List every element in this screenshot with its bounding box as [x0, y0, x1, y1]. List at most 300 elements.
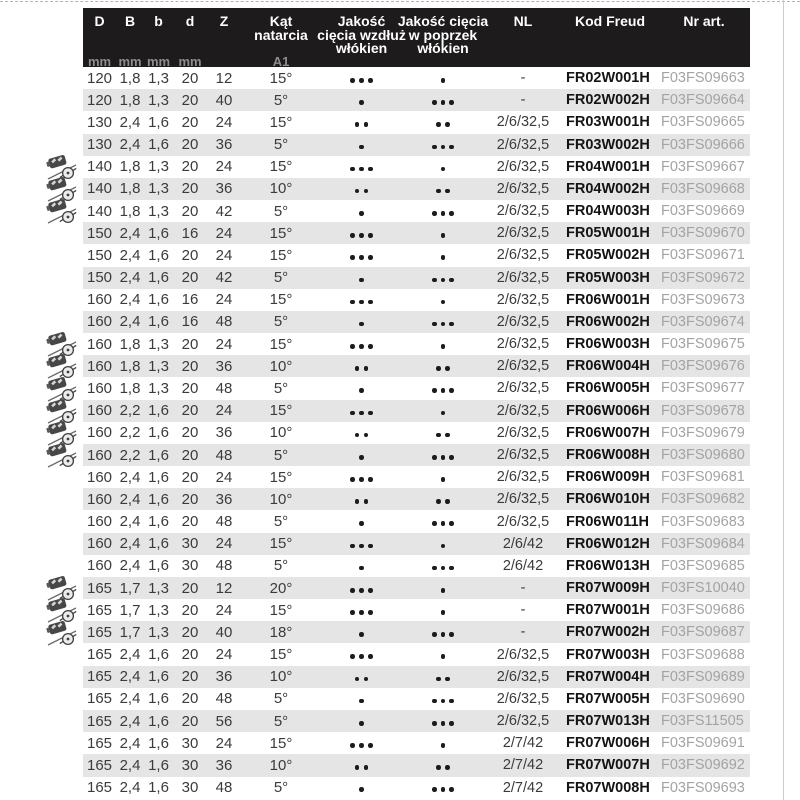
- table-row: [83, 422, 750, 444]
- quality-dot: [355, 433, 360, 438]
- cell-b: 1,3: [148, 335, 169, 353]
- cell-Z: 36: [207, 488, 241, 510]
- cell-along: [321, 510, 402, 532]
- quality-dot: [368, 588, 373, 593]
- quality-dot: [359, 100, 364, 105]
- cell-along: [321, 67, 402, 89]
- cell-angle: 18°: [241, 621, 321, 643]
- quality-dot: [355, 189, 360, 194]
- cell-b: 1,6: [144, 754, 173, 776]
- cell-angle: 15°: [241, 400, 321, 422]
- column-header-along: [317, 8, 406, 74]
- cell-D: 160: [86, 468, 113, 486]
- quality-dot: [350, 300, 355, 305]
- cell-angle: 15°: [269, 646, 293, 664]
- quality-dot: [350, 255, 355, 260]
- cell-along: [321, 89, 402, 111]
- cell-B: 2,4: [119, 734, 141, 752]
- column-header-unit: mm: [118, 54, 142, 69]
- quality-dot: [350, 654, 355, 659]
- cell-code: FR07W007H: [562, 754, 658, 776]
- cell-d: 16: [181, 291, 199, 309]
- cell-D: 130: [86, 113, 113, 131]
- cell-B: 2,4: [119, 513, 141, 531]
- quality-dot: [441, 300, 446, 305]
- column-header-code: [562, 8, 658, 74]
- quality-dot: [368, 344, 373, 349]
- cell-code: FR07W005H: [566, 690, 650, 707]
- cell-across: [402, 577, 484, 599]
- cell-code: FR07W003H: [566, 646, 650, 663]
- cell-code: FR04W002H: [562, 178, 658, 200]
- cell-along: [321, 444, 402, 466]
- table-row: [83, 178, 750, 200]
- cell-code: FR03W001H: [566, 114, 650, 131]
- cell-b: 1,6: [144, 666, 173, 688]
- cell-B: 1,8: [116, 89, 144, 111]
- cell-along: [321, 244, 402, 266]
- quality-dot: [359, 388, 364, 393]
- cell-b: 1,6: [144, 400, 173, 422]
- cell-b: 1,6: [144, 488, 173, 510]
- cell-art: F03FS09674: [658, 311, 750, 333]
- cell-B: 2,4: [119, 291, 141, 309]
- cell-d: 30: [181, 734, 199, 752]
- cell-NL: 2/6/32,5: [496, 513, 550, 530]
- column-header-label: d: [185, 13, 195, 29]
- quality-dot: [449, 699, 454, 704]
- cell-Z: 40: [207, 621, 241, 643]
- cell-code: FR04W003H: [566, 203, 650, 220]
- column-header-D: [83, 8, 116, 74]
- cell-Z: 48: [215, 513, 233, 531]
- page-top-divider: [0, 1, 800, 2]
- cordless-saw-icon: [45, 198, 79, 224]
- column-header-label: Jakość cięcia wzdłuż włókien: [317, 13, 406, 56]
- cell-angle: 15°: [269, 468, 293, 486]
- cell-code: FR06W005H: [566, 380, 650, 397]
- cell-Z: 24: [215, 246, 233, 264]
- quality-dot: [441, 699, 446, 704]
- cell-along: [321, 466, 402, 488]
- cell-code: FR02W002H: [562, 89, 658, 111]
- cell-angle: 10°: [241, 754, 321, 776]
- quality-dot: [359, 521, 364, 526]
- cell-D: 160: [83, 533, 116, 555]
- cell-Z: 36: [207, 754, 241, 776]
- cell-D: 140: [83, 178, 116, 200]
- cell-NL: 2/6/32,5: [484, 355, 562, 377]
- column-header-label: B: [124, 13, 136, 29]
- cell-b: 1,6: [148, 246, 169, 264]
- table-row: [83, 599, 750, 621]
- quality-dot: [432, 211, 437, 216]
- table-row: [83, 732, 750, 754]
- table-row: [83, 444, 750, 466]
- cell-D: 165: [86, 690, 113, 708]
- cell-NL: 2/6/32,5: [484, 178, 562, 200]
- cell-along: [321, 688, 402, 710]
- table-row: [83, 688, 750, 710]
- cell-D: 165: [83, 710, 116, 732]
- cell-across: [402, 710, 484, 732]
- cell-art: F03FS09671: [661, 247, 745, 264]
- cell-angle: 5°: [241, 267, 321, 289]
- cell-d: 20: [173, 89, 207, 111]
- quality-dot: [441, 721, 446, 726]
- cell-across: [402, 777, 484, 799]
- cell-B: 2,4: [116, 311, 144, 333]
- table-row: [83, 710, 750, 732]
- cell-NL: 2/6/32,5: [484, 666, 562, 688]
- cell-across: [402, 488, 484, 510]
- cell-code: FR06W013H: [566, 557, 650, 574]
- column-header-d: [173, 8, 207, 74]
- quality-dot: [436, 677, 441, 682]
- column-header-label: Jakość cięcia w poprzek włókien: [397, 13, 489, 56]
- cell-b: 1,3: [148, 379, 169, 397]
- cell-across: [402, 267, 484, 289]
- cell-angle: 10°: [241, 488, 321, 510]
- cell-NL: -: [520, 602, 526, 619]
- quality-dot: [432, 145, 437, 150]
- cell-across: [402, 244, 484, 266]
- cell-along: [321, 533, 402, 555]
- cell-d: 20: [181, 379, 199, 397]
- cell-b: 1,6: [148, 113, 169, 131]
- cell-art: F03FS09684: [658, 533, 750, 555]
- table-row: [83, 134, 750, 156]
- quality-dot: [368, 477, 373, 482]
- cell-art: F03FS09693: [661, 779, 745, 796]
- quality-dot: [441, 411, 446, 416]
- cell-NL: 2/6/32,5: [496, 114, 550, 131]
- cell-across: [402, 333, 484, 355]
- cell-D: 160: [83, 488, 116, 510]
- quality-dot: [449, 211, 454, 216]
- cell-b: 1,3: [148, 601, 169, 619]
- cell-across: [402, 311, 484, 333]
- quality-dot: [441, 322, 446, 327]
- cell-across: [402, 466, 484, 488]
- cell-D: 120: [86, 69, 113, 87]
- cell-NL: 2/6/32,5: [484, 488, 562, 510]
- cell-B: 1,7: [116, 621, 144, 643]
- cell-art: F03FS09689: [658, 666, 750, 688]
- quality-dot: [364, 366, 369, 371]
- cell-Z: 24: [215, 113, 233, 131]
- cell-angle: 15°: [269, 734, 293, 752]
- cell-D: 160: [83, 400, 116, 422]
- cell-d: 20: [181, 424, 199, 442]
- quality-dot: [359, 145, 364, 150]
- quality-dot: [441, 211, 446, 216]
- cell-d: 20: [181, 69, 199, 87]
- quality-dot: [350, 743, 355, 748]
- cell-angle: 10°: [241, 178, 321, 200]
- cell-d: 20: [173, 577, 207, 599]
- cell-D: 140: [86, 202, 113, 220]
- cell-B: 2,4: [116, 488, 144, 510]
- cell-along: [321, 754, 402, 776]
- cell-across: [402, 289, 484, 311]
- cell-B: 2,4: [119, 557, 141, 575]
- cell-B: 2,4: [116, 754, 144, 776]
- quality-dot: [359, 78, 364, 83]
- cell-b: 1,6: [144, 444, 173, 466]
- cell-code: FR06W002H: [562, 311, 658, 333]
- cell-across: [402, 222, 484, 244]
- quality-dot: [364, 677, 369, 682]
- cell-b: 1,3: [148, 69, 169, 87]
- quality-dot: [359, 654, 364, 659]
- column-header-label: Kąt natarcia: [254, 13, 308, 43]
- quality-dot: [436, 189, 441, 194]
- quality-dot: [359, 211, 364, 216]
- cell-angle: 15°: [269, 69, 293, 87]
- quality-dot: [436, 366, 441, 371]
- cell-code: FR02W001H: [566, 70, 650, 87]
- cell-NL: 2/6/32,5: [496, 158, 550, 175]
- quality-dot: [432, 521, 437, 526]
- quality-dot: [355, 366, 360, 371]
- cell-D: 165: [83, 754, 116, 776]
- cell-D: 165: [83, 666, 116, 688]
- quality-dot: [364, 433, 369, 438]
- column-header-angle: [241, 8, 321, 74]
- table-row: [83, 355, 750, 377]
- cell-d: 20: [181, 690, 199, 708]
- column-header-b: [144, 8, 173, 74]
- cell-across: [402, 111, 484, 133]
- table-row: [83, 510, 750, 532]
- quality-dot: [441, 78, 446, 83]
- cell-angle: 5°: [241, 134, 321, 156]
- cell-across: [402, 156, 484, 178]
- cell-d: 30: [181, 557, 199, 575]
- cell-D: 160: [86, 335, 113, 353]
- cell-angle: 20°: [241, 577, 321, 599]
- quality-dot: [432, 721, 437, 726]
- quality-dot: [441, 521, 446, 526]
- cell-angle: 5°: [273, 557, 289, 575]
- cell-along: [321, 777, 402, 799]
- cell-art: F03FS09670: [658, 222, 750, 244]
- cell-across: [402, 178, 484, 200]
- cell-angle: 5°: [273, 379, 289, 397]
- quality-dot: [350, 167, 355, 172]
- cell-d: 20: [181, 468, 199, 486]
- column-header-label: Nr art.: [683, 13, 725, 29]
- cell-art: F03FS09692: [658, 754, 750, 776]
- quality-dot: [355, 122, 360, 127]
- cell-art: F03FS09685: [661, 557, 745, 574]
- cell-art: F03FS09678: [658, 400, 750, 422]
- cell-code: FR07W001H: [566, 602, 650, 619]
- cell-angle: 15°: [269, 113, 293, 131]
- cell-code: FR07W013H: [562, 710, 658, 732]
- cell-angle: 15°: [241, 533, 321, 555]
- quality-dot: [432, 278, 437, 283]
- cell-Z: 48: [215, 690, 233, 708]
- cell-NL: 2/6/32,5: [484, 267, 562, 289]
- cell-code: FR06W007H: [566, 424, 650, 441]
- cell-code: FR07W006H: [566, 735, 650, 752]
- cell-b: 1,6: [144, 533, 173, 555]
- cell-along: [321, 178, 402, 200]
- cell-angle: 15°: [269, 601, 293, 619]
- cell-D: 150: [86, 246, 113, 264]
- cell-along: [321, 599, 402, 621]
- cell-Z: 40: [207, 89, 241, 111]
- cell-b: 1,6: [144, 311, 173, 333]
- cell-D: 160: [83, 444, 116, 466]
- cell-art: F03FS10040: [658, 577, 750, 599]
- cell-Z: 24: [215, 601, 233, 619]
- cell-art: F03FS09667: [661, 158, 745, 175]
- cell-code: FR06W010H: [562, 488, 658, 510]
- quality-dot: [441, 743, 446, 748]
- quality-dot: [432, 455, 437, 460]
- cell-NL: 2/7/42: [502, 735, 544, 752]
- cell-across: [402, 555, 484, 577]
- quality-dot: [368, 544, 373, 549]
- cell-across: [402, 355, 484, 377]
- cell-B: 1,7: [116, 577, 144, 599]
- table-header: [83, 8, 750, 67]
- cell-Z: 36: [207, 134, 241, 156]
- table-row: [83, 754, 750, 776]
- cell-d: 20: [173, 488, 207, 510]
- quality-dot: [441, 455, 446, 460]
- cell-code: FR05W002H: [566, 247, 650, 264]
- table-row: [83, 488, 750, 510]
- cell-code: FR06W011H: [566, 513, 650, 530]
- cell-B: 2,4: [119, 646, 141, 664]
- cell-D: 150: [83, 222, 116, 244]
- quality-dot: [364, 765, 369, 770]
- cell-along: [321, 111, 402, 133]
- cell-NL: 2/6/32,5: [496, 203, 550, 220]
- cell-along: [321, 400, 402, 422]
- quality-dot: [359, 278, 364, 283]
- cell-along: [321, 134, 402, 156]
- cell-along: [321, 200, 402, 222]
- table-row: [83, 555, 750, 577]
- column-header-B: [116, 8, 144, 74]
- cell-NL: 2/6/42: [502, 557, 544, 574]
- quality-dot: [449, 322, 454, 327]
- cell-D: 160: [83, 355, 116, 377]
- cell-d: 20: [173, 134, 207, 156]
- table-row: [83, 577, 750, 599]
- cell-B: 2,2: [119, 424, 141, 442]
- cordless-saw-icon: [45, 442, 79, 468]
- cell-art: F03FS09683: [661, 513, 745, 530]
- table-row: [83, 200, 750, 222]
- quality-dot: [368, 78, 373, 83]
- quality-dot: [368, 610, 373, 615]
- cell-Z: 24: [215, 335, 233, 353]
- cell-B: 1,8: [119, 158, 141, 176]
- quality-dot: [441, 610, 446, 615]
- cell-NL: 2/6/32,5: [484, 222, 562, 244]
- cell-across: [402, 666, 484, 688]
- quality-dot: [432, 699, 437, 704]
- cell-B: 2,4: [119, 690, 141, 708]
- quality-dot: [350, 344, 355, 349]
- cell-code: FR06W006H: [562, 400, 658, 422]
- cell-b: 1,6: [144, 222, 173, 244]
- cell-B: 1,8: [119, 335, 141, 353]
- quality-dot: [355, 677, 360, 682]
- cell-angle: 15°: [269, 158, 293, 176]
- cell-art: F03FS09682: [658, 488, 750, 510]
- cell-along: [321, 643, 402, 665]
- quality-dot: [432, 322, 437, 327]
- cell-art: F03FS09676: [658, 355, 750, 377]
- cell-along: [321, 355, 402, 377]
- quality-dot: [436, 499, 441, 504]
- cell-d: 20: [173, 444, 207, 466]
- cell-d: 20: [173, 267, 207, 289]
- cell-across: [402, 134, 484, 156]
- table-body: [83, 67, 750, 799]
- cell-B: 1,8: [119, 69, 141, 87]
- cell-D: 165: [83, 577, 116, 599]
- quality-dot: [359, 255, 364, 260]
- cell-code: FR06W004H: [562, 355, 658, 377]
- cell-NL: 2/6/32,5: [496, 469, 550, 486]
- quality-dot: [441, 477, 446, 482]
- quality-dot: [449, 632, 454, 637]
- cell-Z: 48: [215, 379, 233, 397]
- cell-NL: 2/6/32,5: [496, 247, 550, 264]
- quality-dot: [445, 677, 450, 682]
- table-row: [83, 111, 750, 133]
- column-header-art: [658, 8, 750, 74]
- cell-b: 1,3: [148, 158, 169, 176]
- cell-angle: 5°: [241, 311, 321, 333]
- column-header-Z: [207, 8, 241, 74]
- cell-B: 1,8: [119, 202, 141, 220]
- quality-dot: [441, 566, 446, 571]
- quality-dot: [441, 145, 446, 150]
- table-row: [83, 156, 750, 178]
- cell-b: 1,6: [144, 134, 173, 156]
- cell-Z: 48: [215, 557, 233, 575]
- cell-art: F03FS09665: [661, 114, 745, 131]
- quality-dot: [441, 588, 446, 593]
- cell-code: FR05W001H: [562, 222, 658, 244]
- cell-Z: 24: [215, 158, 233, 176]
- cell-NL: 2/6/32,5: [496, 646, 550, 663]
- column-header-across: [397, 8, 489, 74]
- quality-dot: [445, 366, 450, 371]
- cell-across: [402, 688, 484, 710]
- product-table: [83, 8, 750, 799]
- quality-dot: [364, 122, 369, 127]
- cell-Z: 48: [207, 311, 241, 333]
- cell-b: 1,6: [144, 710, 173, 732]
- cell-angle: 15°: [269, 291, 293, 309]
- quality-dot: [364, 189, 369, 194]
- cell-code: FR07W004H: [562, 666, 658, 688]
- cell-Z: 42: [207, 267, 241, 289]
- cell-code: FR07W009H: [562, 577, 658, 599]
- cell-angle: 5°: [273, 513, 289, 531]
- cell-D: 165: [86, 779, 113, 797]
